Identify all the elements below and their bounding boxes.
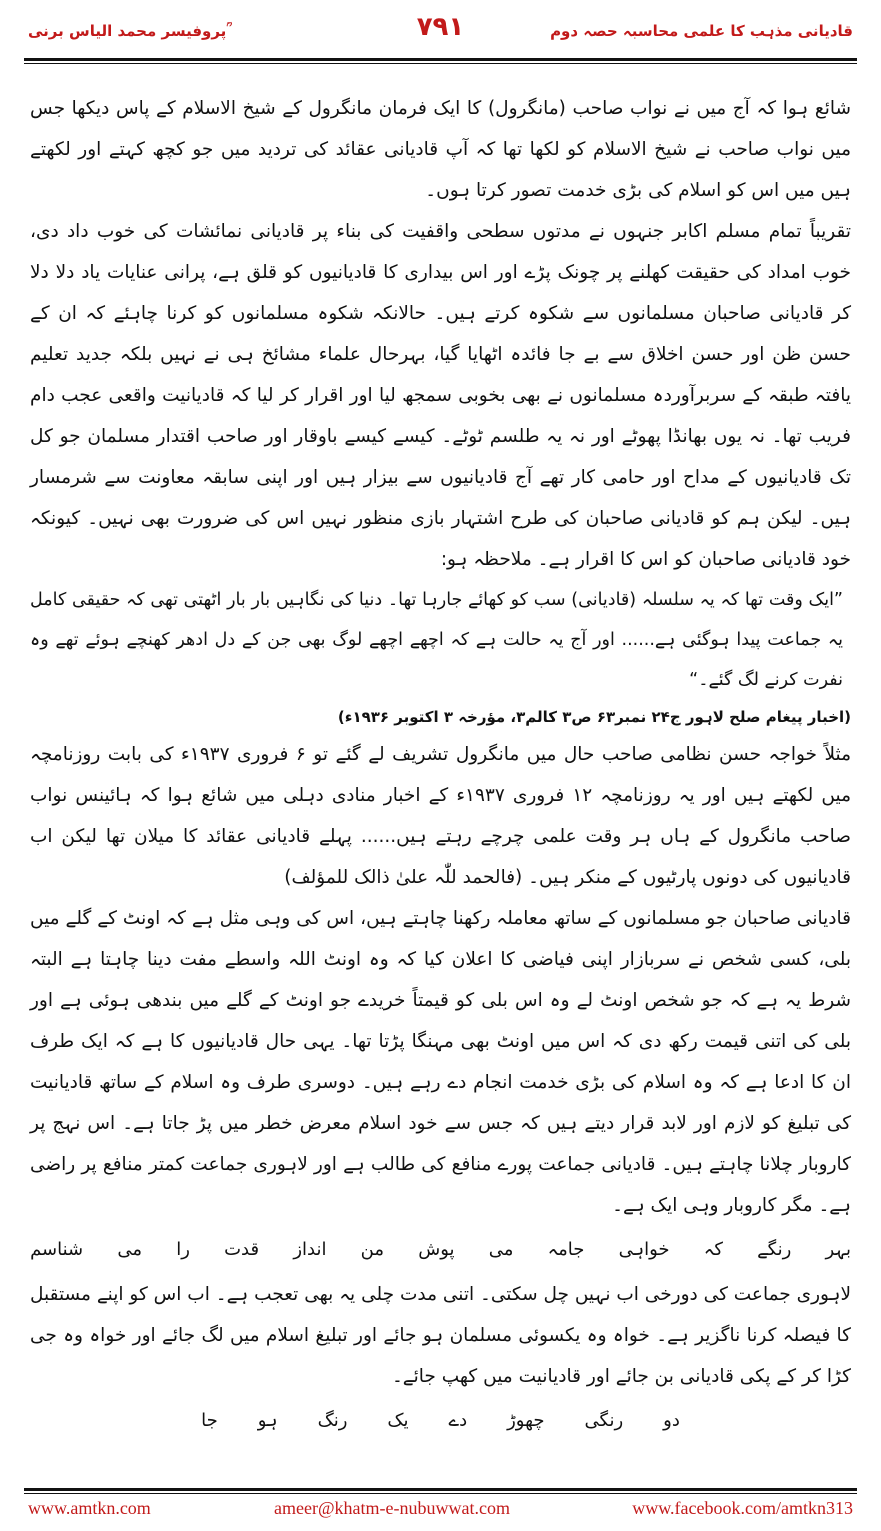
author-name: پروفیسر محمد الیاس برنی ؒ xyxy=(28,22,231,40)
verse-word: قدت xyxy=(224,1239,260,1260)
page-footer xyxy=(0,1488,881,1531)
persian-verse-1 xyxy=(30,1228,851,1272)
block-quote: ”ایک وقت تھا کہ یہ سلسلہ (قادیانی) سب کو کھائے جارہا تھا۔ دنیا کی نگاہیں بار بار اٹھتی تھی کہ حقیقی کامل یہ جماعت پیدا ہوگئی ہے...... اور آج یہ حالت ہے کہ اچھے اچھے لوگ بھی جن کے دل ادھر کھنچے ہوئے تھے وہ نفرت کرنے لگ گئے۔“ xyxy=(30,590,843,690)
urdu-verse-2 xyxy=(30,1399,851,1443)
verse-word: رنگی xyxy=(584,1410,624,1431)
paragraph-2: تقریباً تمام مسلم اکابر جنہوں نے مدتوں سطحی واقفیت کی بناء پر قادیانی نمائشات کی خوب داد دی، خوب امداد کی حقیقت کھلنے پر چونک پڑے اور اس بیداری کا قادیانیوں کو قلق ہے، پرانی عنایات یاد دلا دلا کر قادیانی صاحبان مسلمانوں سے شکوہ کرتے ہیں۔ حالانکہ شکوہ مسلمانوں کو کرنا چاہئے کہ ان کے حسن ظن اور حسن اخلاق سے بے جا فائدہ اٹھایا گیا، بہرحال علماء مشائخ ہی نے نہیں بلکہ جدید تعلیم یافتہ طبقہ کے سربرآوردہ مسلمانوں نے بھی بخوبی سمجھ لیا اور اقرار کر لیا کہ قادیانیت واقعی عجب دام فریب تھا۔ نہ یوں بھانڈا پھوٹے اور نہ یہ طلسم ٹوٹے۔ کیسے کیسے باوقار اور صاحب اقتدار مسلمان جو کل تک قادیانیوں کے مداح اور حامی کار تھے آج قادیانیوں سے بیزار ہیں اور اپنی سابقہ معاونت سے شرمسار ہیں۔ لیکن ہم کو قادیانی صاحبان کی طرح اشتہار بازی منظور نہیں اس کی ضرورت بھی نہیں۔ کیونکہ خود قادیانی صاحبان کو اس کا اقرار ہے۔ ملاحظہ ہو: xyxy=(30,221,851,570)
verse-word: دو xyxy=(663,1410,680,1431)
paragraph-1: شائع ہوا کہ آج میں نے نواب صاحب (مانگرول) کا ایک فرمان مانگرول کے شیخ الاسلام کے پاس دیکھا جس میں نواب صاحب نے شیخ الاسلام کو لکھا تھا کہ آپ قادیانی عقائد کی تردید میں جو کچھ کہتے اور لکھتے ہیں میں اس کو اسلام کی بڑی خدمت تصور کرتا ہوں۔ xyxy=(30,98,851,201)
page-header xyxy=(0,0,881,72)
header-divider xyxy=(24,58,857,61)
verse-word: انداز xyxy=(293,1239,327,1260)
verse-word: خواہی xyxy=(618,1239,670,1260)
website-link[interactable]: www.amtkn.com xyxy=(28,1498,151,1518)
verse-word: را xyxy=(176,1239,190,1260)
verse-word: رنگ xyxy=(317,1410,348,1431)
facebook-link[interactable]: www.facebook.com/amtkn313 xyxy=(632,1498,853,1518)
verse-word: رنگے xyxy=(757,1239,792,1260)
header-divider-thin xyxy=(24,63,857,64)
verse-word: دے xyxy=(448,1410,468,1431)
verse-word: جامہ xyxy=(547,1239,585,1260)
verse-word: می xyxy=(488,1239,514,1260)
page-number: ۷۹۱ xyxy=(416,12,465,42)
book-title: قادیانی مذہب کا علمی محاسبہ حصہ دوم xyxy=(550,22,853,40)
footer-divider xyxy=(24,1488,857,1491)
paragraph-5: لاہوری جماعت کی دورخی اب نہیں چل سکتی۔ اتنی مدت چلی یہ بھی تعجب ہے۔ اب اس کو اپنے مستقبل کا فیصلہ کرنا ناگزیر ہے۔ خواہ وہ یکسوئی مسلمان ہو جائے اور تبلیغ اسلام میں لگ جائے اور خواہ وہ جی کڑا کر کے پکی قادیانی بن جائے اور قادیانیت میں کھپ جائے۔ xyxy=(30,1284,851,1387)
verse-word: بہر xyxy=(825,1239,851,1260)
email-link[interactable]: ameer@khatm-e-nubuwwat.com xyxy=(274,1498,510,1518)
footer-divider-thin xyxy=(24,1493,857,1494)
verse-word: من xyxy=(360,1239,385,1260)
verse-word: پوش xyxy=(418,1239,455,1260)
verse-word: شناسم xyxy=(30,1239,84,1260)
paragraph-4: قادیانی صاحبان جو مسلمانوں کے ساتھ معاملہ رکھنا چاہتے ہیں، اس کی وہی مثل ہے کہ اونٹ کے گلے میں بلی، کسی شخص نے سربازار اپنی فیاضی کا اعلان کیا کہ وہ اونٹ اللہ واسطے مفت دینا چاہتا ہے البتہ شرط یہ ہے کہ جو شخص اونٹ لے وہ اس بلی کو قیمتاً خریدے جو اونٹ کے گلے میں بندھی ہوئی ہے اور بلی کی اتنی قیمت رکھ دی کہ اس میں اونٹ بھی مہنگا پڑتا تھا۔ یہی حال قادیانیوں کا ہے کہ ایک طرف ان کا ادعا ہے کہ وہ اسلام کی بڑی خدمت انجام دے رہے ہیں۔ دوسری طرف وہ اسلام کے ساتھ قادیانیت کی تبلیغ کو لازم اور لابد قرار دیتے ہیں کہ جس سے خود اسلام معرض خطر میں پڑ جاتا ہے۔ اس نہج پر کاروبار چلانا چاہتے ہیں۔ قادیانی جماعت پورے منافع کی طالب ہے اور لاہوری جماعت کمتر منافع پر راضی ہے۔ مگر کاروبار وہی ایک ہے۔ xyxy=(30,908,851,1216)
citation: (اخبار پیغام صلح لاہور ج۲۴ نمبر۶۳ ص۳ کالم۳، مؤرخہ ۳ اکتوبر ۱۹۳۶ء) xyxy=(337,708,851,726)
verse-word: چھوڑ xyxy=(507,1410,545,1431)
page-body xyxy=(30,88,851,1445)
verse-word: یک xyxy=(387,1410,409,1431)
paragraph-3: مثلاً خواجہ حسن نظامی صاحب حال میں مانگرول تشریف لے گئے تو ۶ فروری ۱۹۳۷ء کی بابت روزنامچہ میں لکھتے ہیں اور یہ روزنامچہ ۱۲ فروری ۱۹۳۷ء کے اخبار منادی دہلی میں شائع ہوا کہ ہائینس نواب صاحب مانگرول کے ہاں ہر وقت علمی چرچے رہتے ہیں...... پہلے قادیانی عقائد کا میلان تھا لیکن اب قادیانیوں کی دونوں پارٹیوں کے منکر ہیں۔ (فالحمد للّٰہ علیٰ ذالک للمؤلف) xyxy=(30,744,851,888)
verse-word: می xyxy=(117,1239,142,1260)
verse-word: کہ xyxy=(703,1239,723,1260)
verse-word: جا xyxy=(201,1410,218,1431)
verse-word: ہو xyxy=(257,1410,278,1431)
